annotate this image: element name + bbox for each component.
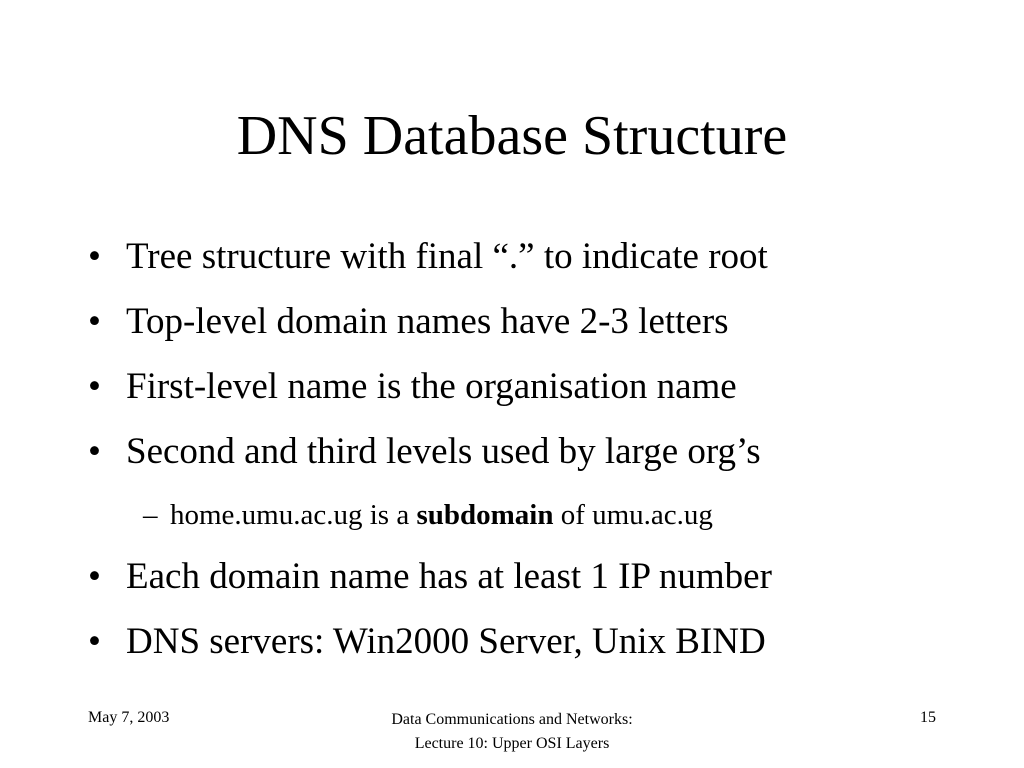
bullet-marker: • (88, 431, 101, 472)
bullet-item (88, 430, 761, 474)
sub-bullet-marker: – (143, 499, 158, 531)
bullet-item (88, 365, 737, 409)
bullet-text: Second and third levels used by large org’s (126, 431, 761, 472)
bullet-text: Each domain name has at least 1 IP number (126, 556, 772, 597)
footer-date: May 7, 2003 (88, 709, 170, 726)
bullet-text: First-level name is the organisation name (126, 366, 737, 407)
bullet-item (88, 235, 768, 279)
bullet-marker: • (88, 236, 101, 277)
sub-bullet-item (143, 497, 713, 533)
bullet-marker: • (88, 301, 101, 342)
footer-course-line-2: Lecture 10: Upper OSI Layers (414, 735, 610, 752)
footer-course-line-1: Data Communications and Networks: (391, 711, 633, 728)
bullet-text: Tree structure with final “.” to indicate root (126, 236, 768, 277)
bullet-item (88, 620, 766, 664)
bullet-item (88, 555, 772, 599)
bullet-text: DNS servers: Win2000 Server, Unix BIND (126, 621, 766, 662)
bullet-marker: • (88, 366, 101, 407)
footer-page-number: 15 (920, 709, 936, 726)
bullet-text: Top-level domain names have 2-3 letters (126, 301, 729, 342)
bullet-item (88, 300, 729, 344)
footer-course-title (312, 708, 712, 756)
sub-bullet-text-after: of umu.ac.ug (553, 499, 713, 531)
sub-bullet-bold-term: subdomain (416, 499, 554, 531)
sub-bullet-text-before: home.umu.ac.ug is a (170, 499, 417, 531)
bullet-marker: • (88, 556, 101, 597)
bullet-marker: • (88, 621, 101, 662)
slide-title: DNS Database Structure (236, 105, 788, 167)
